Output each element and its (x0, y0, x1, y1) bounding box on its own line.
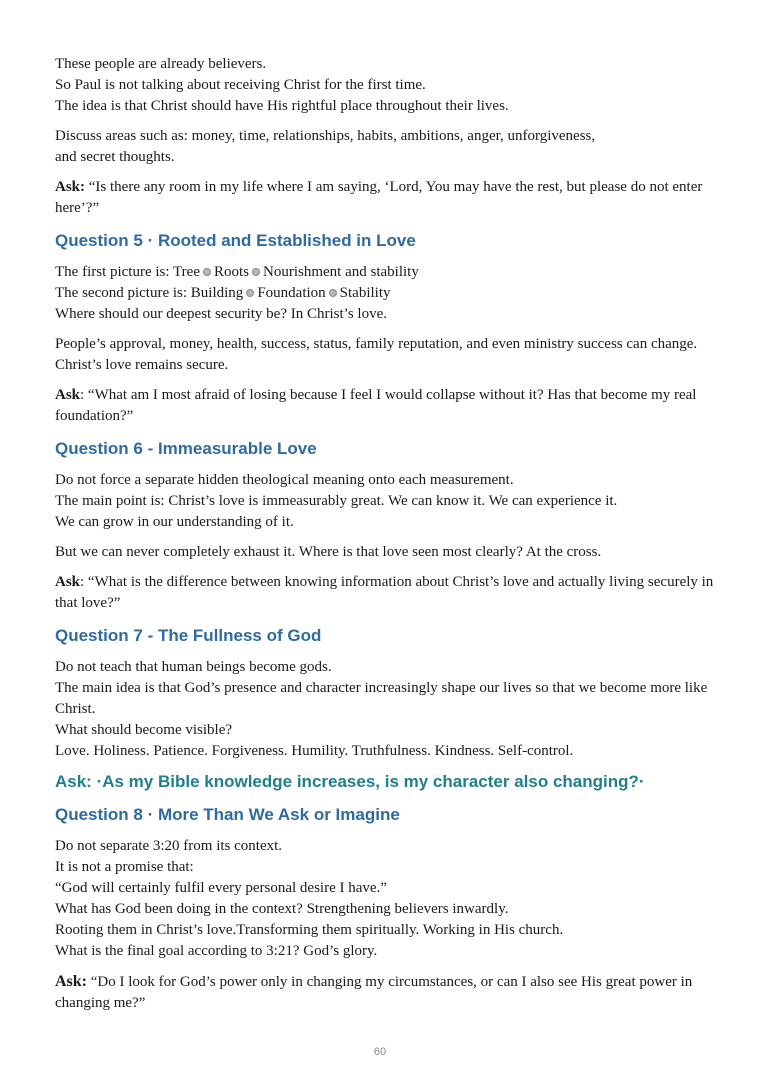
pic2-prefix: The second picture is: Building (55, 285, 244, 301)
ask-text: : “What is the difference between knowing information about Christ’s love and actually living securely in that love?” (55, 574, 714, 611)
q6-lines-paragraph (55, 470, 727, 533)
text-line: Discuss areas such as: money, time, relationships, habits, ambitions, anger, unforgiveness, (55, 128, 596, 144)
pic1-b: Nourishment and stability (263, 264, 419, 280)
text-line: What should become visible? (55, 722, 233, 738)
bullet-dot-icon (246, 289, 254, 297)
text-line: What is the final goal according to 3:21? God’s glory. (55, 943, 378, 959)
ask-label: Ask (55, 387, 81, 403)
pic2-a: Foundation (257, 285, 326, 301)
text-line: Rooting them in Christ’s love.Transforming them spiritually. Working in His church. (55, 922, 564, 938)
q5-paragraph: People’s approval, money, health, success, status, family reputation, and even ministry success can change. Christ’s love remains secure. (55, 336, 698, 373)
question-8-heading: Question 8 · More Than We Ask or Imagine (55, 805, 400, 824)
text-line: It is not a promise that: (55, 859, 194, 875)
text-line: Do not separate 3:20 from its context. (55, 838, 283, 854)
text-line: “God will certainly fulfil every personal desire I have.” (55, 880, 387, 896)
q6-ask-paragraph (55, 572, 727, 614)
text-line (55, 262, 727, 283)
bullet-dot-icon (329, 289, 337, 297)
ask-label: Ask: (55, 973, 88, 990)
text-line: The main idea is that God’s presence and character increasingly shape our lives so that we become more like Christ. (55, 680, 708, 717)
pic1-prefix: The first picture is: Tree (55, 264, 200, 280)
question-5-heading: Question 5 · Rooted and Established in Love (55, 231, 416, 250)
ask-text: “Do I look for God’s power only in changing my circumstances, or can I also see His great power in changing me?” (55, 974, 693, 1011)
ask-label: Ask: (55, 179, 86, 195)
text-line: Do not teach that human beings become gods. (55, 659, 332, 675)
text-line: So Paul is not talking about receiving Christ for the first time. (55, 77, 426, 93)
text-line: The main point is: Christ’s love is immeasurably great. We can know it. We can experience it. (55, 493, 618, 509)
q5-ask-paragraph (55, 385, 727, 427)
q7-lines-paragraph (55, 657, 727, 762)
intro-paragraph (55, 54, 727, 117)
text-line: The idea is that Christ should have His rightful place throughout their lives. (55, 98, 509, 114)
ask-text: “Is there any room in my life where I am saying, ‘Lord, You may have the rest, but please do not enter here’?” (55, 179, 703, 216)
text-line: Love. Holiness. Patience. Forgiveness. Humility. Truthfulness. Kindness. Self-control. (55, 743, 574, 759)
q7-ask-heading: Ask: ·As my Bible knowledge increases, is my character also changing?· (55, 772, 645, 791)
q5-pictures-paragraph (55, 262, 727, 325)
text-line: Do not force a separate hidden theological meaning onto each measurement. (55, 472, 514, 488)
page-number: 60 (373, 1046, 387, 1058)
q8-ask-paragraph (55, 971, 727, 1014)
ask-text: : “What am I most afraid of losing because I feel I would collapse without it? Has that become my real foundation?” (55, 387, 697, 424)
q6-paragraph: But we can never completely exhaust it. Where is that love seen most clearly? At the cross. (55, 544, 602, 560)
pic2-b: Stability (339, 285, 391, 301)
question-7-heading: Question 7 - The Fullness of God (55, 626, 322, 645)
ask-label: Ask (55, 574, 81, 590)
question-6-heading: Question 6 - Immeasurable Love (55, 439, 317, 458)
ask-paragraph-1 (55, 177, 727, 219)
text-line: We can grow in our understanding of it. (55, 514, 294, 530)
bullet-dot-icon (203, 268, 211, 276)
document-page (55, 54, 727, 1023)
pic1-a: Roots (213, 264, 249, 280)
text-line (55, 283, 727, 304)
q8-lines-paragraph (55, 836, 727, 962)
text-line: Where should our deepest security be? In Christ’s love. (55, 306, 387, 322)
text-line: What has God been doing in the context? Strengthening believers inwardly. (55, 901, 509, 917)
bullet-dot-icon (252, 268, 260, 276)
discuss-paragraph (55, 126, 727, 168)
text-line: and secret thoughts. (55, 149, 175, 165)
text-line: These people are already believers. (55, 56, 267, 72)
